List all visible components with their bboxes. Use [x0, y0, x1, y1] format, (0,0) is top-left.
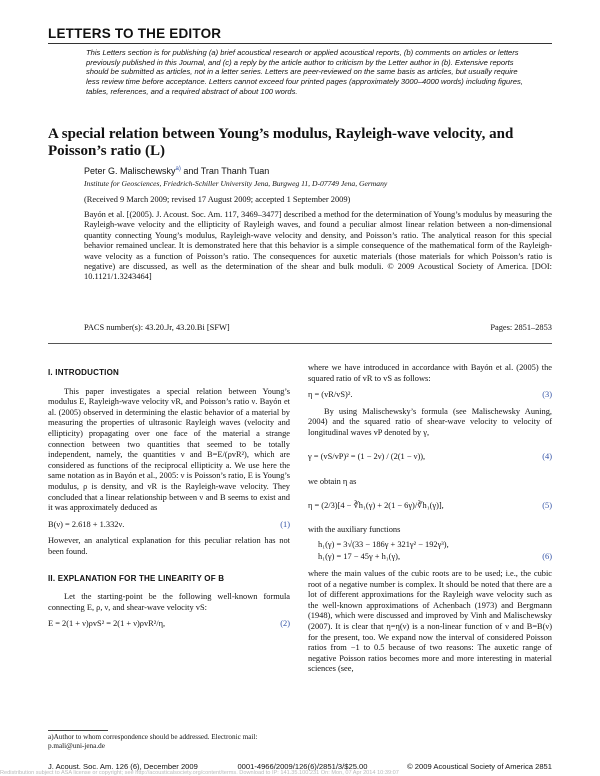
abstract-rule: [48, 343, 552, 344]
footer-issn: 0001-4966/2009/126(6)/2851/3/$25.00: [237, 762, 368, 771]
page-range: Pages: 2851–2853: [490, 323, 552, 332]
equation-3: [308, 390, 552, 401]
footnote: a)Author to whom correspondence should be addressed. Electronic mail: p.mali@uni-jena.de: [48, 733, 258, 750]
equation-5-number: (5): [542, 500, 552, 510]
equation-1: [48, 520, 290, 531]
author-secondary: and Tran Thanh Tuan: [180, 166, 270, 176]
footer-journal: J. Acoust. Soc. Am. 126 (6), December 2009: [48, 762, 198, 771]
right-paragraph-4: with the auxiliary functions: [308, 525, 401, 535]
equation-5: [308, 493, 552, 519]
left-column: [48, 368, 290, 636]
right-paragraph-2: By using Malischewsky’s formula (see Malischewsky Auning, 2004) and the squared ratio of shear-wave velocity to velocity of longitudinal waves vP denoted by γ,: [308, 406, 552, 437]
heading-rule: [48, 43, 552, 44]
pacs-numbers: PACS number(s): 43.20.Jr, 43.20.Bi [SFW]: [84, 323, 230, 332]
footer-copyright: © 2009 Acoustical Society of America 2851: [407, 762, 552, 771]
right-paragraph-3: we obtain η as: [308, 476, 357, 486]
authors: [84, 166, 269, 176]
equation-6a-body: h₁(γ) = 3√(33 − 186γ + 321γ² − 192γ³),: [318, 539, 449, 549]
paper-title: A special relation between Young’s modulus, Rayleigh-wave velocity, and Poisson’s ratio (L): [48, 126, 514, 159]
equation-2: [48, 619, 290, 630]
intro-paragraph: This paper investigates a special relation between Young’s modulus E, Rayleigh-wave velocity vR, and Poisson’s ratio ν. Bayón et al. (2005) observed in determining the elastic behavior of a material by measuring the properties of ultrasonic Rayleigh waves (velocity and ellipticity) propagating over one face of the material a strange connection between two quantities that seemed to be totally independent, namely, the quantities ν and B=E/(ρvR²), which are considered as functions of the reciprocal ellipticity a. We use here the same notation as in Bayón et al., 2005: ν is Poisson’s ratio, E is Young’s modulus, ρ is density, and vR is the Rayleigh-wave velocity. They concluded that a linear relationship between ν and B seems to exist and it was approximately deduced as: [48, 386, 290, 513]
footnote-rule: [48, 730, 108, 731]
editor-note: This Letters section is for publishing (a) brief acoustical research or applied acoustical reports, (b) comments on articles or letters previously published in this Journal, and (c) a reply by the article author to criticism by the Letter author in (b). Extensive reports should be submitted as articles, not in a letter series. Letters are peer-reviewed on the same basis as articles, but usually require less review time before acceptance. Letters cannot exceed four printed pages (approximately 3000–4000 words) including figures, tables, references, and a required abstract of about 100 words.: [86, 48, 523, 96]
intro-paragraph-2: However, an analytical explanation for this peculiar relation has not been found.: [48, 536, 290, 556]
equation-3-body: η = (vR/vS)².: [308, 390, 353, 400]
equation-2-number: (2): [280, 619, 290, 629]
redistribution-notice: Redistribution subject to ASA license or copyright; see http://acousticalsociety.org/content/terms. Download to IP: 141.35.100.231 On: Mon, 07 Apr 2014 10:39:07: [0, 770, 399, 776]
equation-1-body: B(ν) = 2.618 + 1.332ν.: [48, 519, 125, 529]
equation-4: [308, 445, 552, 471]
author-footnote-link[interactable]: a): [175, 166, 181, 172]
equation-2-body: E = 2(1 + ν)ρvS² = 2(1 + ν)ρvR²/η,: [48, 619, 166, 629]
equation-4-body: γ = (vS/vP)² = (1 − 2ν) / (2(1 − ν)),: [308, 452, 426, 462]
right-paragraph-1: where we have introduced in accordance with Bayón et al. (2005) the squared ratio of vR to vS as follows:: [308, 363, 552, 383]
section-heading: LETTERS TO THE EDITOR: [48, 26, 222, 41]
equation-6b: [308, 552, 552, 563]
right-column: [308, 363, 552, 675]
right-paragraph-5: where the main values of the cubic roots are to be used; i.e., the cubic root of a negative number is complex. It should be noted that there are a lot of different approximations for the Rayleigh wave velocity such as the well-known approximations of Achenbach (1973) and Bergmann (1948), which were discussed and improved by Vinh and Malischewsky (2007). It is clear that η=η(ν) is a non-linear function of ν and B=B(ν) for the present, too. We expand now the interval of considered Poisson ratios from −1 to 0.5 because of two reasons: The auxetic range of negative Poisson ratios becomes more and more interesting in material sciences (see,: [308, 568, 552, 674]
equation-1-number: (1): [280, 519, 290, 529]
received-dates: (Received 9 March 2009; revised 17 August 2009; accepted 1 September 2009): [84, 195, 351, 204]
explanation-paragraph: Let the starting-point be the following well-known formula connecting E, ρ, ν, and shear-wave velocity vS:: [48, 592, 290, 612]
section-heading-explanation: II. EXPLANATION FOR THE LINEARITY OF B: [48, 573, 225, 583]
pacs-row: [84, 323, 552, 332]
equation-6-number: (6): [542, 552, 552, 562]
equation-4-number: (4): [542, 452, 552, 462]
author-primary: Peter G. Malischewsky: [84, 166, 176, 176]
section-heading-introduction: I. INTRODUCTION: [48, 368, 119, 377]
equation-6a: [308, 540, 552, 551]
affiliation: Institute for Geosciences, Friedrich-Schiller University Jena, Burgweg 11, D-07749 Jena, Germany: [84, 179, 388, 188]
abstract: Bayón et al. [(2005). J. Acoust. Soc. Am. 117, 3469–3477] described a method for the determination of Young’s modulus by measuring the Rayleigh-wave velocity and the ellipticity of Rayleigh waves, and found a peculiar almost linear relation between a non-dimensional quantity connecting Young’s modulus, Rayleigh-wave velocity and density, and Poisson’s ratio. The analytical reason for this special behavior remained unclear. It is demonstrated here that this behavior is a simple consequence of the mathematical form of the Rayleigh-wave velocity as a function of Poisson’s ratio. The consequences for auxetic materials (those materials for which Poisson’s ratio is negative) are discussed, as well as the determination of the shear and bulk moduli. © 2009 Acoustical Society of America. [DOI: 10.1121/1.3243464]: [84, 210, 552, 282]
equation-3-number: (3): [542, 390, 552, 400]
equation-6b-body: h₁(γ) = 17 − 45γ + h₁(γ),: [318, 552, 401, 562]
equation-5-body: η = (2/3)[4 − ∛h₁(γ) + 2(1 − 6γ)/∛h₁(γ)],: [308, 500, 444, 510]
